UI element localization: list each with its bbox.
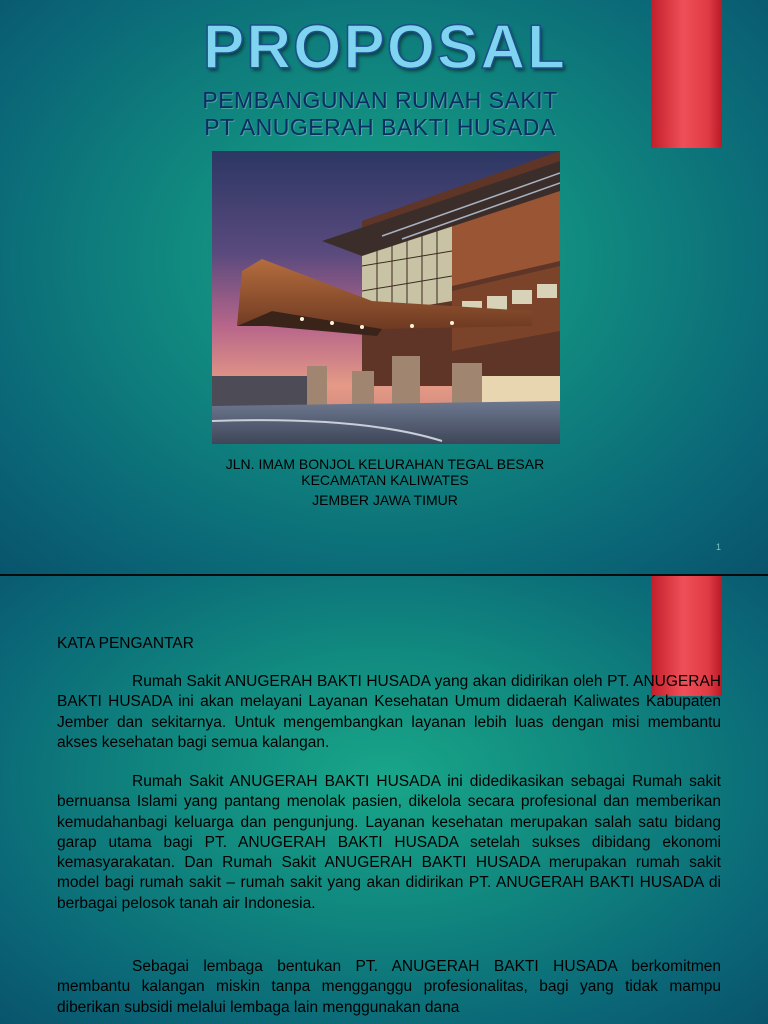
slide-subtitle-line-2: PT ANUGERAH BAKTI HUSADA	[204, 114, 556, 140]
paragraph-3: Sebagai lembaga bentukan PT. ANUGERAH BAKTI HUSADA berkomitmen membantu kalangan miskin tanpa mengganggu profesionalitas, bagi yang tidak mampu diberikan subsidi melalui lembaga lain menggunakan dana	[57, 958, 721, 1016]
page-number: 1	[716, 542, 722, 552]
paragraph-2: Rumah Sakit ANUGERAH BAKTI HUSADA ini didedikasikan sebagai Rumah sakit bernuansa Islami yang pantang menolak pasien, dikelola secara profesional dan memberikan kemudahanbagi keluarga dan pengunjung. Layanan kesehatan merupakan salah satu bidang garap utama bagi PT. ANUGERAH BAKTI HUSADA setelah sukses dibidang ekonomi kemasyarakatan. Dan Rumah Sakit ANUGERAH BAKTI HUSADA merupakan rumah sakit model bagi rumah sakit – rumah sakit yang akan didirikan PT. ANUGERAH BAKTI HUSADA di berbagai pelosok tanah air Indonesia.	[57, 773, 721, 912]
address-line-3: JEMBER JAWA TIMUR	[312, 492, 458, 508]
address-line-2: KECAMATAN KALIWATES	[301, 472, 469, 488]
slide-title: PROPOSAL	[203, 13, 567, 82]
slide-2	[0, 576, 768, 1024]
hospital-building-photo	[212, 151, 560, 444]
section-heading: KATA PENGANTAR	[57, 635, 194, 652]
paragraph-1: Rumah Sakit ANUGERAH BAKTI HUSADA yang akan didirikan oleh PT. ANUGERAH BAKTI HUSADA ini akan melayani Layanan Kesehatan Umum didaerah Kaliwates Kabupaten Jember dan sekitarnya. Untuk mengembangkan layanan lebih luas dengan misi membantu akses kesehatan bagi semua kalangan.	[57, 673, 721, 751]
address-line-1: JLN. IMAM BONJOL KELURAHAN TEGAL BESAR	[225, 456, 545, 472]
slide-subtitle-line-1: PEMBANGUNAN RUMAH SAKIT	[202, 87, 558, 113]
